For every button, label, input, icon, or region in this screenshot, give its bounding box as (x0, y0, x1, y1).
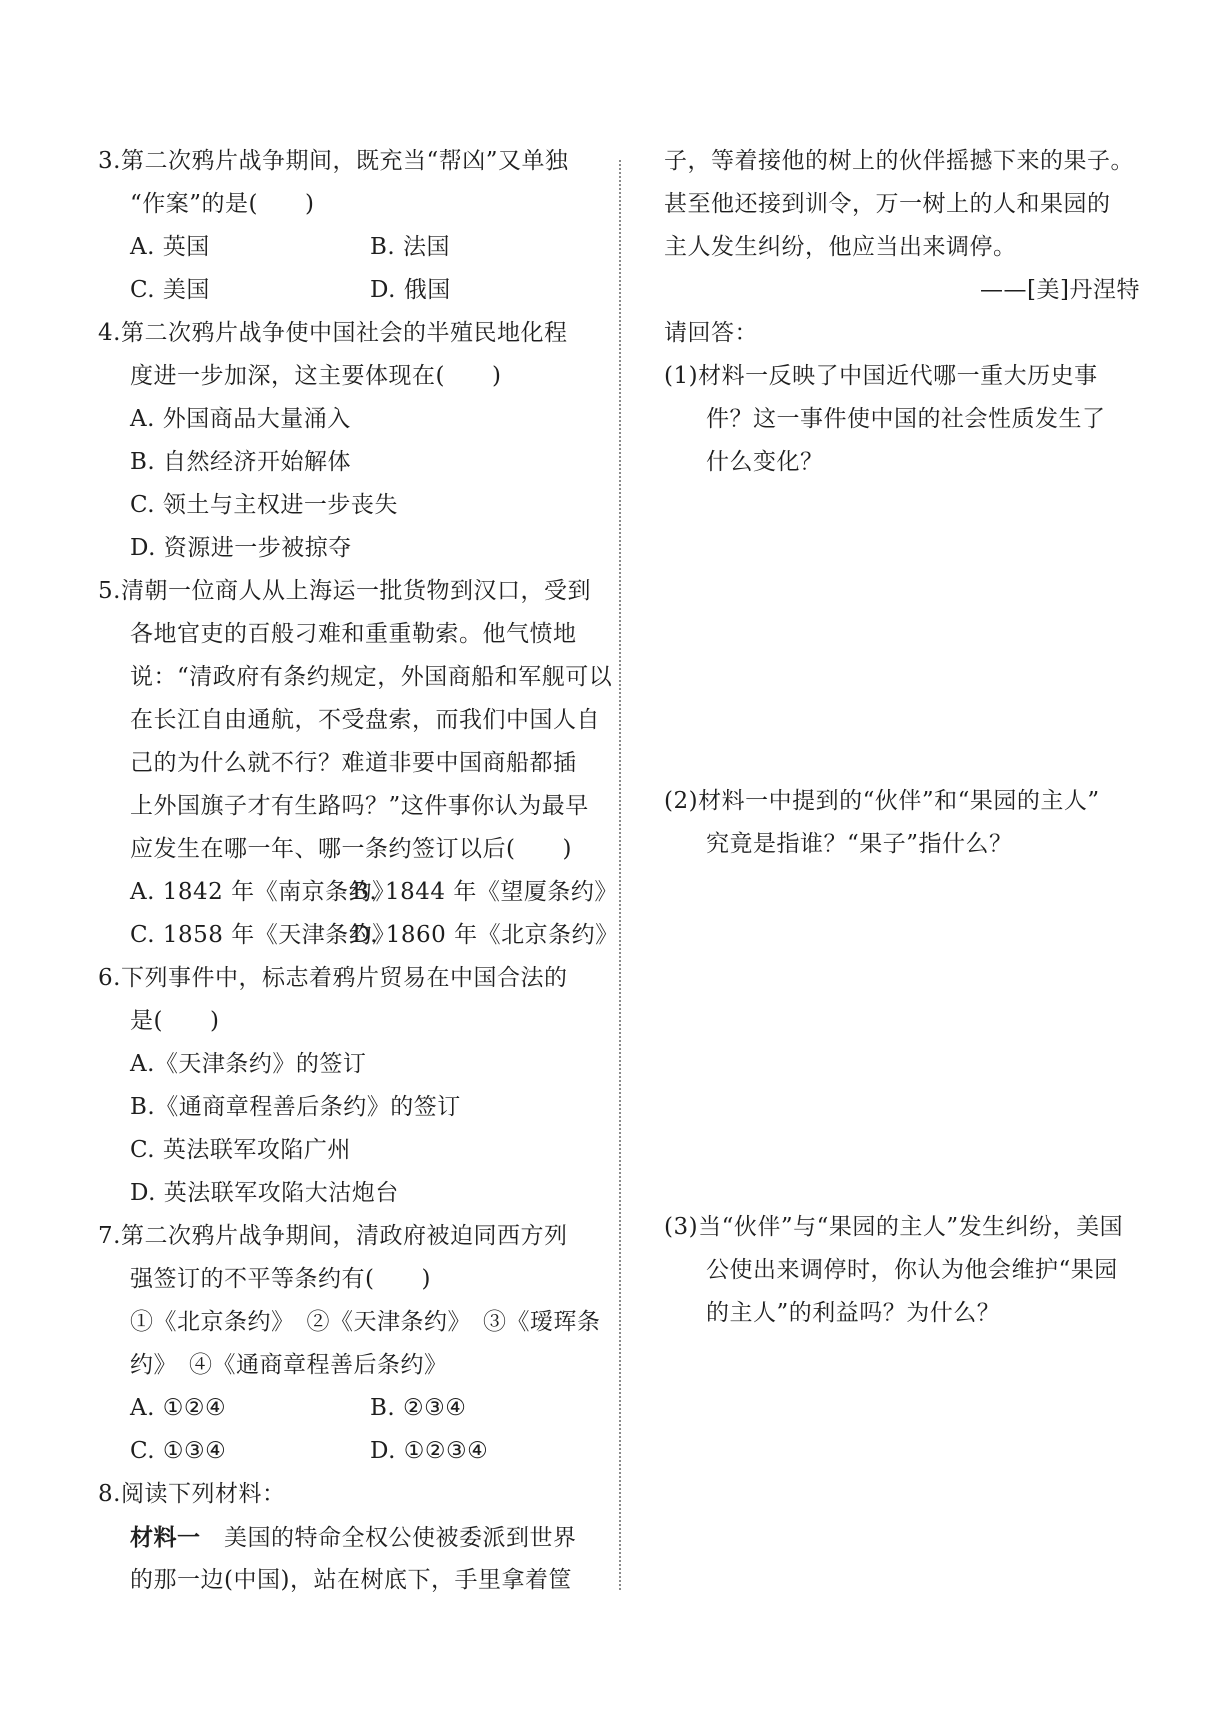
question-7-stem-line-2: 强签订的不平等条约有( ) (130, 1266, 431, 1292)
sub-question-2-line: 究竟是指谁？“果子”指什么？ (706, 831, 1013, 857)
question-3-stem-line-2: “作案”的是( ) (130, 191, 315, 217)
option-a[interactable]: A.《天津条约》的签订 (130, 1051, 367, 1077)
sub-question-3-line: 公使出来调停时，你认为他会维护“果园 (706, 1257, 1118, 1283)
material-text: 美国的特命全权公使被委派到世界 (200, 1525, 577, 1551)
question-3-stem-line-1: 3.第二次鸦片战争期间，既充当“帮凶”又单独 (98, 148, 569, 174)
column-divider (619, 160, 621, 1590)
material-source: ——[美]丹涅特 (980, 277, 1140, 303)
material-line-2: 的那一边(中国)，站在树底下，手里拿着筐 (130, 1567, 572, 1593)
option-b[interactable]: B. 法国 (370, 234, 451, 260)
question-7-items-line-1: ①《北京条约》 ②《天津条约》 ③《瑷珲条 (130, 1309, 601, 1335)
answer-prompt: 请回答： (664, 320, 758, 346)
question-5-stem-line: 己的为什么就不行？难道非要中国商船都插 (130, 750, 577, 776)
question-5-stem-line: 在长江自由通航，不受盘索，而我们中国人自 (130, 707, 600, 733)
option-c[interactable]: C. 英法联军攻陷广州 (130, 1137, 351, 1163)
right-column (664, 140, 1140, 1335)
option-d[interactable]: D. ①②③④ (370, 1438, 489, 1464)
answer-space-2[interactable] (664, 866, 1140, 1206)
question-7-items-line-2: 约》 ④《通商章程善后条约》 (130, 1352, 448, 1378)
sub-question-3-line: (3)当“伙伴”与“果园的主人”发生纠纷，美国 (664, 1214, 1124, 1240)
material-continued-line: 主人发生纠纷，他应当出来调停。 (664, 234, 1017, 260)
option-c[interactable]: C. 领土与主权进一步丧失 (130, 492, 398, 518)
question-5-stem-line: 5.清朝一位商人从上海运一批货物到汉口，受到 (98, 578, 591, 604)
option-c[interactable]: C. 美国 (130, 277, 210, 303)
option-a[interactable]: A. 英国 (130, 234, 210, 260)
question-6 (98, 957, 598, 1215)
question-8 (98, 1473, 598, 1602)
option-a[interactable]: A. ①②④ (130, 1395, 227, 1421)
material-label: 材料一 (130, 1524, 201, 1551)
sub-question-3 (664, 1206, 1140, 1335)
sub-question-1-line: 件？这一事件使中国的社会性质发生了 (706, 406, 1106, 432)
question-8-stem: 8.阅读下列材料： (98, 1481, 286, 1507)
option-b[interactable]: B. ②③④ (370, 1395, 467, 1421)
option-a[interactable]: A. 外国商品大量涌入 (130, 406, 351, 432)
sub-question-3-line: 的主人”的利益吗？为什么？ (706, 1300, 1001, 1326)
question-7 (98, 1215, 601, 1473)
option-b[interactable]: B. 1844 年《望厦条约》 (352, 879, 618, 905)
question-6-stem-line-1: 6.下列事件中，标志着鸦片贸易在中国合法的 (98, 965, 568, 991)
option-d[interactable]: D. 俄国 (370, 277, 451, 303)
sub-question-2 (664, 780, 1140, 866)
answer-space-1[interactable] (664, 484, 1140, 780)
question-7-stem-line-1: 7.第二次鸦片战争期间，清政府被迫同西方列 (98, 1223, 568, 1249)
question-5 (98, 570, 619, 957)
question-6-stem-line-2: 是( ) (130, 1008, 220, 1034)
option-d[interactable]: D. 英法联军攻陷大沽炮台 (130, 1180, 399, 1206)
sub-question-1-line: 什么变化？ (706, 449, 824, 475)
question-5-stem-line: 说：“清政府有条约规定，外国商船和军舰可以 (130, 664, 613, 690)
question-5-stem-line: 应发生在哪一年、哪一条约签订以后( ) (130, 836, 572, 862)
question-5-stem-line: 各地官吏的百般刁难和重重勒索。他气愤地 (130, 621, 577, 647)
material-continued-line: 子，等着接他的树上的伙伴摇撼下来的果子。 (664, 148, 1134, 174)
option-b[interactable]: B. 自然经济开始解体 (130, 449, 352, 475)
question-4 (98, 312, 598, 570)
question-4-stem-line-1: 4.第二次鸦片战争使中国社会的半殖民地化程 (98, 320, 568, 346)
sub-question-1 (664, 355, 1140, 484)
option-c[interactable]: C. ①③④ (130, 1438, 227, 1464)
question-4-stem-line-2: 度进一步加深，这主要体现在( ) (130, 363, 502, 389)
question-3 (98, 140, 598, 312)
option-d[interactable]: D. 资源进一步被掠夺 (130, 535, 352, 561)
option-b[interactable]: B.《通商章程善后条约》的签订 (130, 1094, 461, 1120)
material-line-1 (98, 1516, 598, 1559)
option-d[interactable]: D. 1860 年《北京条约》 (352, 922, 619, 948)
left-column (98, 140, 619, 1602)
option-c[interactable]: C. 1858 年《天津条约》 (130, 922, 396, 948)
sub-question-1-line: (1)材料一反映了中国近代哪一重大历史事 (664, 363, 1098, 389)
material-continued-line: 甚至他还接到训令，万一树上的人和果园的 (664, 191, 1111, 217)
question-5-stem-line: 上外国旗子才有生路吗？”这件事你认为最早 (130, 793, 589, 819)
sub-question-2-line: (2)材料一中提到的“伙伴”和“果园的主人” (664, 788, 1100, 814)
option-a[interactable]: A. 1842 年《南京条约》 (130, 879, 396, 905)
